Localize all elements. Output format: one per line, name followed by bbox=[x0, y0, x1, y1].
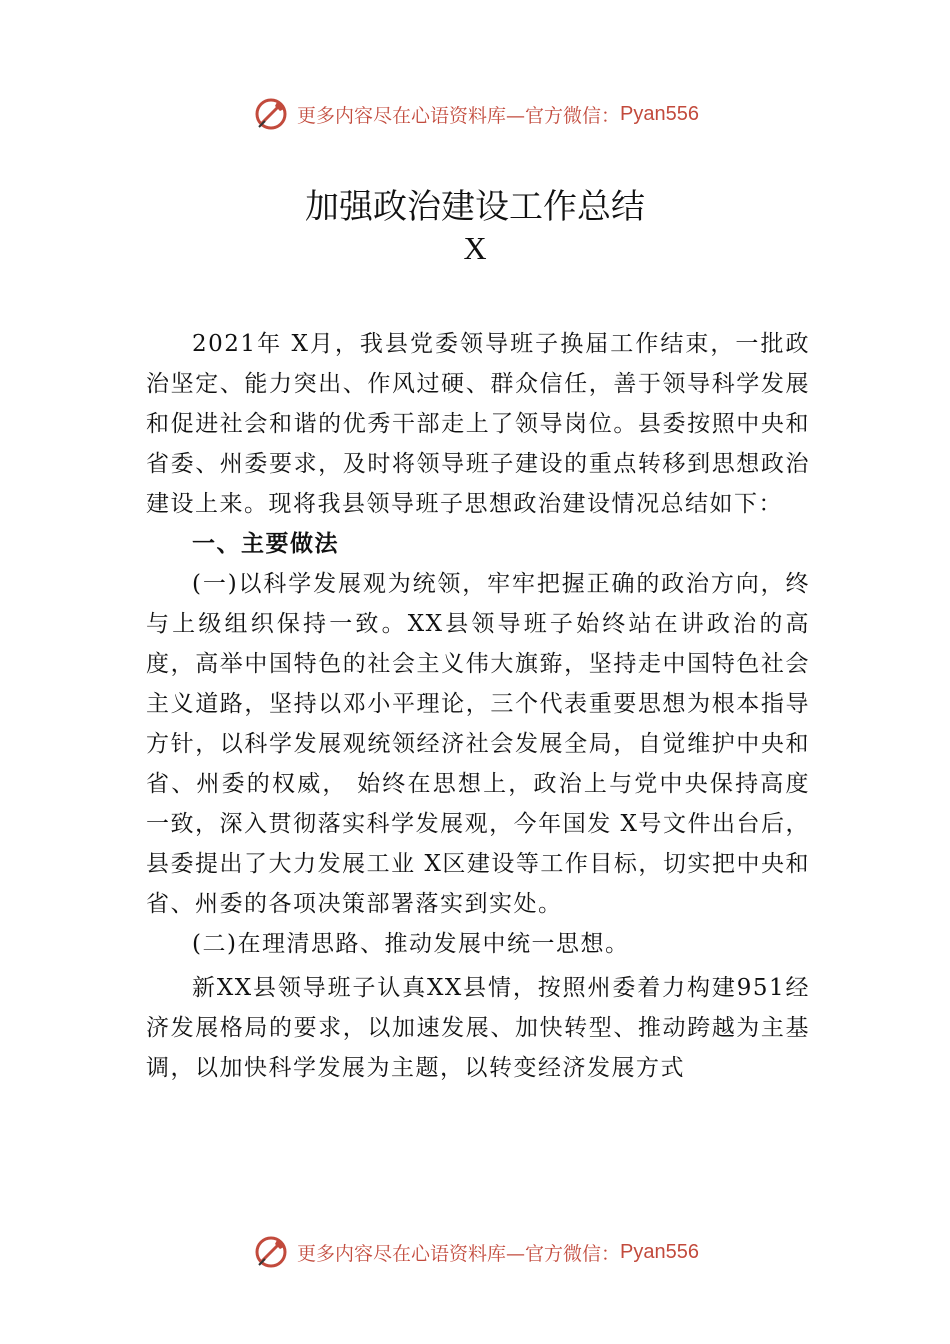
pen-logo-icon bbox=[251, 94, 291, 134]
paragraph-section-1: (一)以科学发展观为统领，牢牢把握正确的政治方向，终与上级组织保持一致。XX县领导班子始终站在讲政治的高度，高举中国特色的社会主义伟大旗臶，坚持走中国特色社会主义道路，坚持以邓小平理论，三个代表重要思想为根本指导方针，以科学发展观统领经济社会发展全局，自觉维护中央和省、州委的权威， 始终在思想上，政治上与党中央保持高度一致，深入贯彻落实科学发展观，今年国发 X号文件出台后，县委提出了大力发展工业 X区建设等工作目标，切实把中央和省、州委的各项决策部署落实到实处。 bbox=[146, 571, 810, 917]
document-body bbox=[146, 324, 810, 1088]
watermark-banner-top bbox=[0, 92, 950, 136]
pen-logo-icon bbox=[251, 1232, 291, 1272]
watermark-text: 更多内容尽在心语资料库—官方微信： bbox=[297, 104, 621, 127]
section-heading: 一、主要做法 bbox=[192, 531, 339, 557]
paragraph-subheading-2: (二)在理清思路、推动发展中统一思想。 bbox=[192, 931, 630, 957]
document-title: 加强政治建设工作总结 bbox=[305, 189, 645, 226]
watermark-text: 更多内容尽在心语资料库—官方微信： bbox=[297, 1242, 621, 1265]
watermark-wechat-id: Pyan556 bbox=[620, 1240, 699, 1263]
watermark-banner-bottom bbox=[0, 1230, 950, 1274]
document-title-sub: X bbox=[463, 230, 487, 266]
paragraph-intro: 2021年 X月，我县党委领导班子换届工作结束，一批政治坚定、能力突出、作风过硬、群众信任，善于领导科学发展和促进社会和谐的优秀干部走上了领导岗位。县委按照中央和省委、州委要求，及时将领导班子建设的重点转移到思想政治建设上来。现将我县领导班子思想政治建设情况总结如下： bbox=[146, 331, 810, 517]
paragraph-section-2: 新XX县领导班子认真XX县情，按照州委着力构建951经济发展格局的要求，以加速发展、加快转型、推动跨越为主基调，以加快科学发展为主题，以转变经济发展方式 bbox=[146, 975, 810, 1081]
watermark-wechat-id: Pyan556 bbox=[620, 102, 699, 125]
